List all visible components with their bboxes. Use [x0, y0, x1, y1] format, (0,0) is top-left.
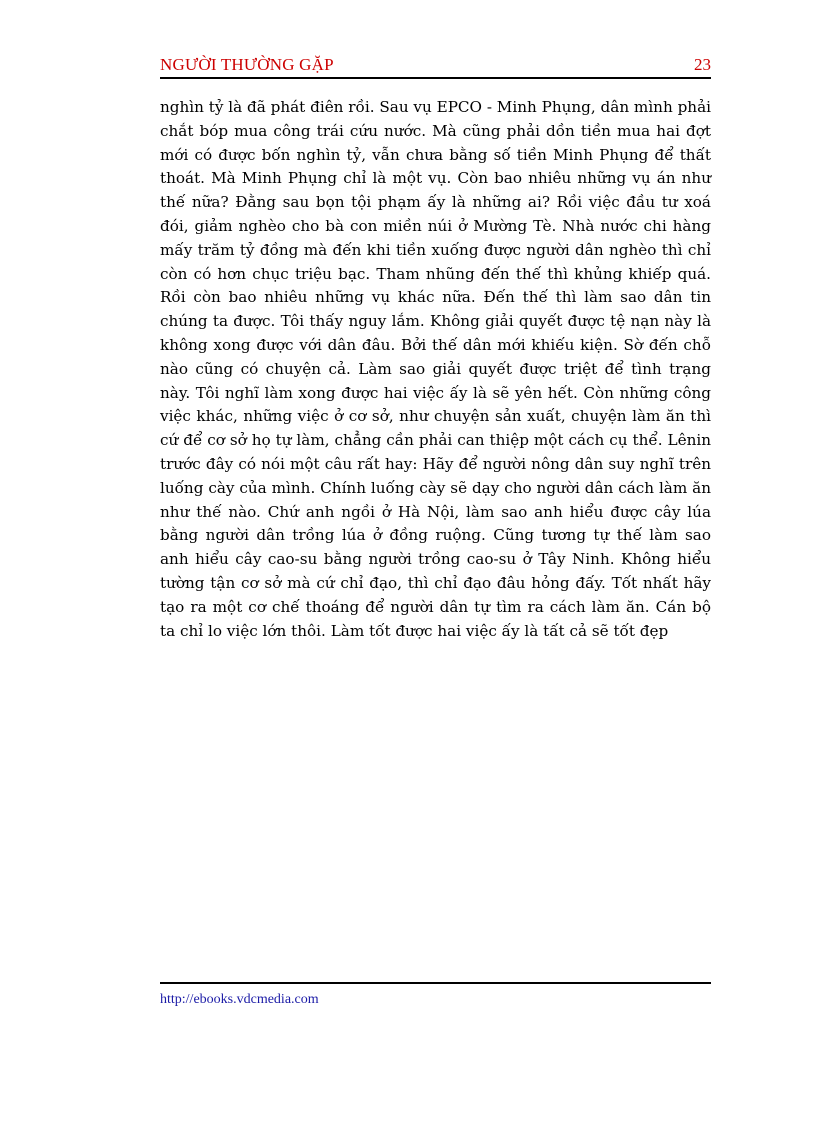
- body-paragraph: nghìn tỷ là đã phát điên rồi. Sau vụ EPCO - Minh Phụng, dân mình phải chắt bóp mua công trái cứu nước. Mà cũng phải dồn tiền mua hai đợt mới có được bốn nghìn tỷ, vẫn chưa bằng số tiền Minh Phụng để thất thoát. Mà Minh Phụng chỉ là một vụ. Còn bao nhiêu những vụ án như thế nữa? Đằng sau bọn tội phạm ấy là những ai? Rồi việc đầu tư xoá đói, giảm nghèo cho bà con miền núi ở Mường Tè. Nhà nước chi hàng mấy trăm tỷ đồng mà đến khi tiền xuống được người dân nghèo thì chỉ còn có hơn chục triệu bạc. Tham nhũng đến thế thì khủng khiếp quá. Rồi còn bao nhiêu những vụ khác nữa. Đến thế thì làm sao dân tin chúng ta được. Tôi thấy nguy lắm. Không giải quyết được tệ nạn này là không xong được với dân đâu. Bởi thế dân mới khiếu kiện. Sờ đến chỗ nào cũng có chuyện cả. Làm sao giải quyết được triệt để tình trạng này. Tôi nghĩ làm xong được hai việc ấy là sẽ yên hết. Còn những công việc khác, những việc ở cơ sở, như chuyện sản xuất, chuyện làm ăn thì cứ để cơ sở họ tự làm, chẳng cần phải can thiệp một cách cụ thể. Lênin trước đây có nói một câu rất hay: Hãy để người nông dân suy nghĩ trên luống cày của mình. Chính luống cày sẽ dạy cho người dân cách làm ăn như thế nào. Chứ anh ngồi ở Hà Nội, làm sao anh hiểu được cây lúa bằng người dân trồng lúa ở đồng ruộng. Cũng tương tự thế làm sao anh hiểu cây cao-su bằng người trồng cao-su ở Tây Ninh. Không hiểu tường tận cơ sở mà cứ chỉ đạo, thì chỉ đạo đâu hỏng đấy. Tốt nhất hãy tạo ra một cơ chế thoáng để người dân tự tìm ra cách làm ăn. Cán bộ ta chỉ lo việc lớn thôi. Làm tốt được hai việc ấy là tất cả sẽ tốt đẹp: [160, 98, 711, 640]
- page-number: 23: [694, 55, 711, 74]
- running-title: NGƯỜI THƯỜNG GẶP: [160, 55, 334, 74]
- page-header: [160, 55, 711, 79]
- footer-link[interactable]: http://ebooks.vdcmedia.com: [160, 992, 319, 1007]
- page-footer: [160, 982, 711, 1007]
